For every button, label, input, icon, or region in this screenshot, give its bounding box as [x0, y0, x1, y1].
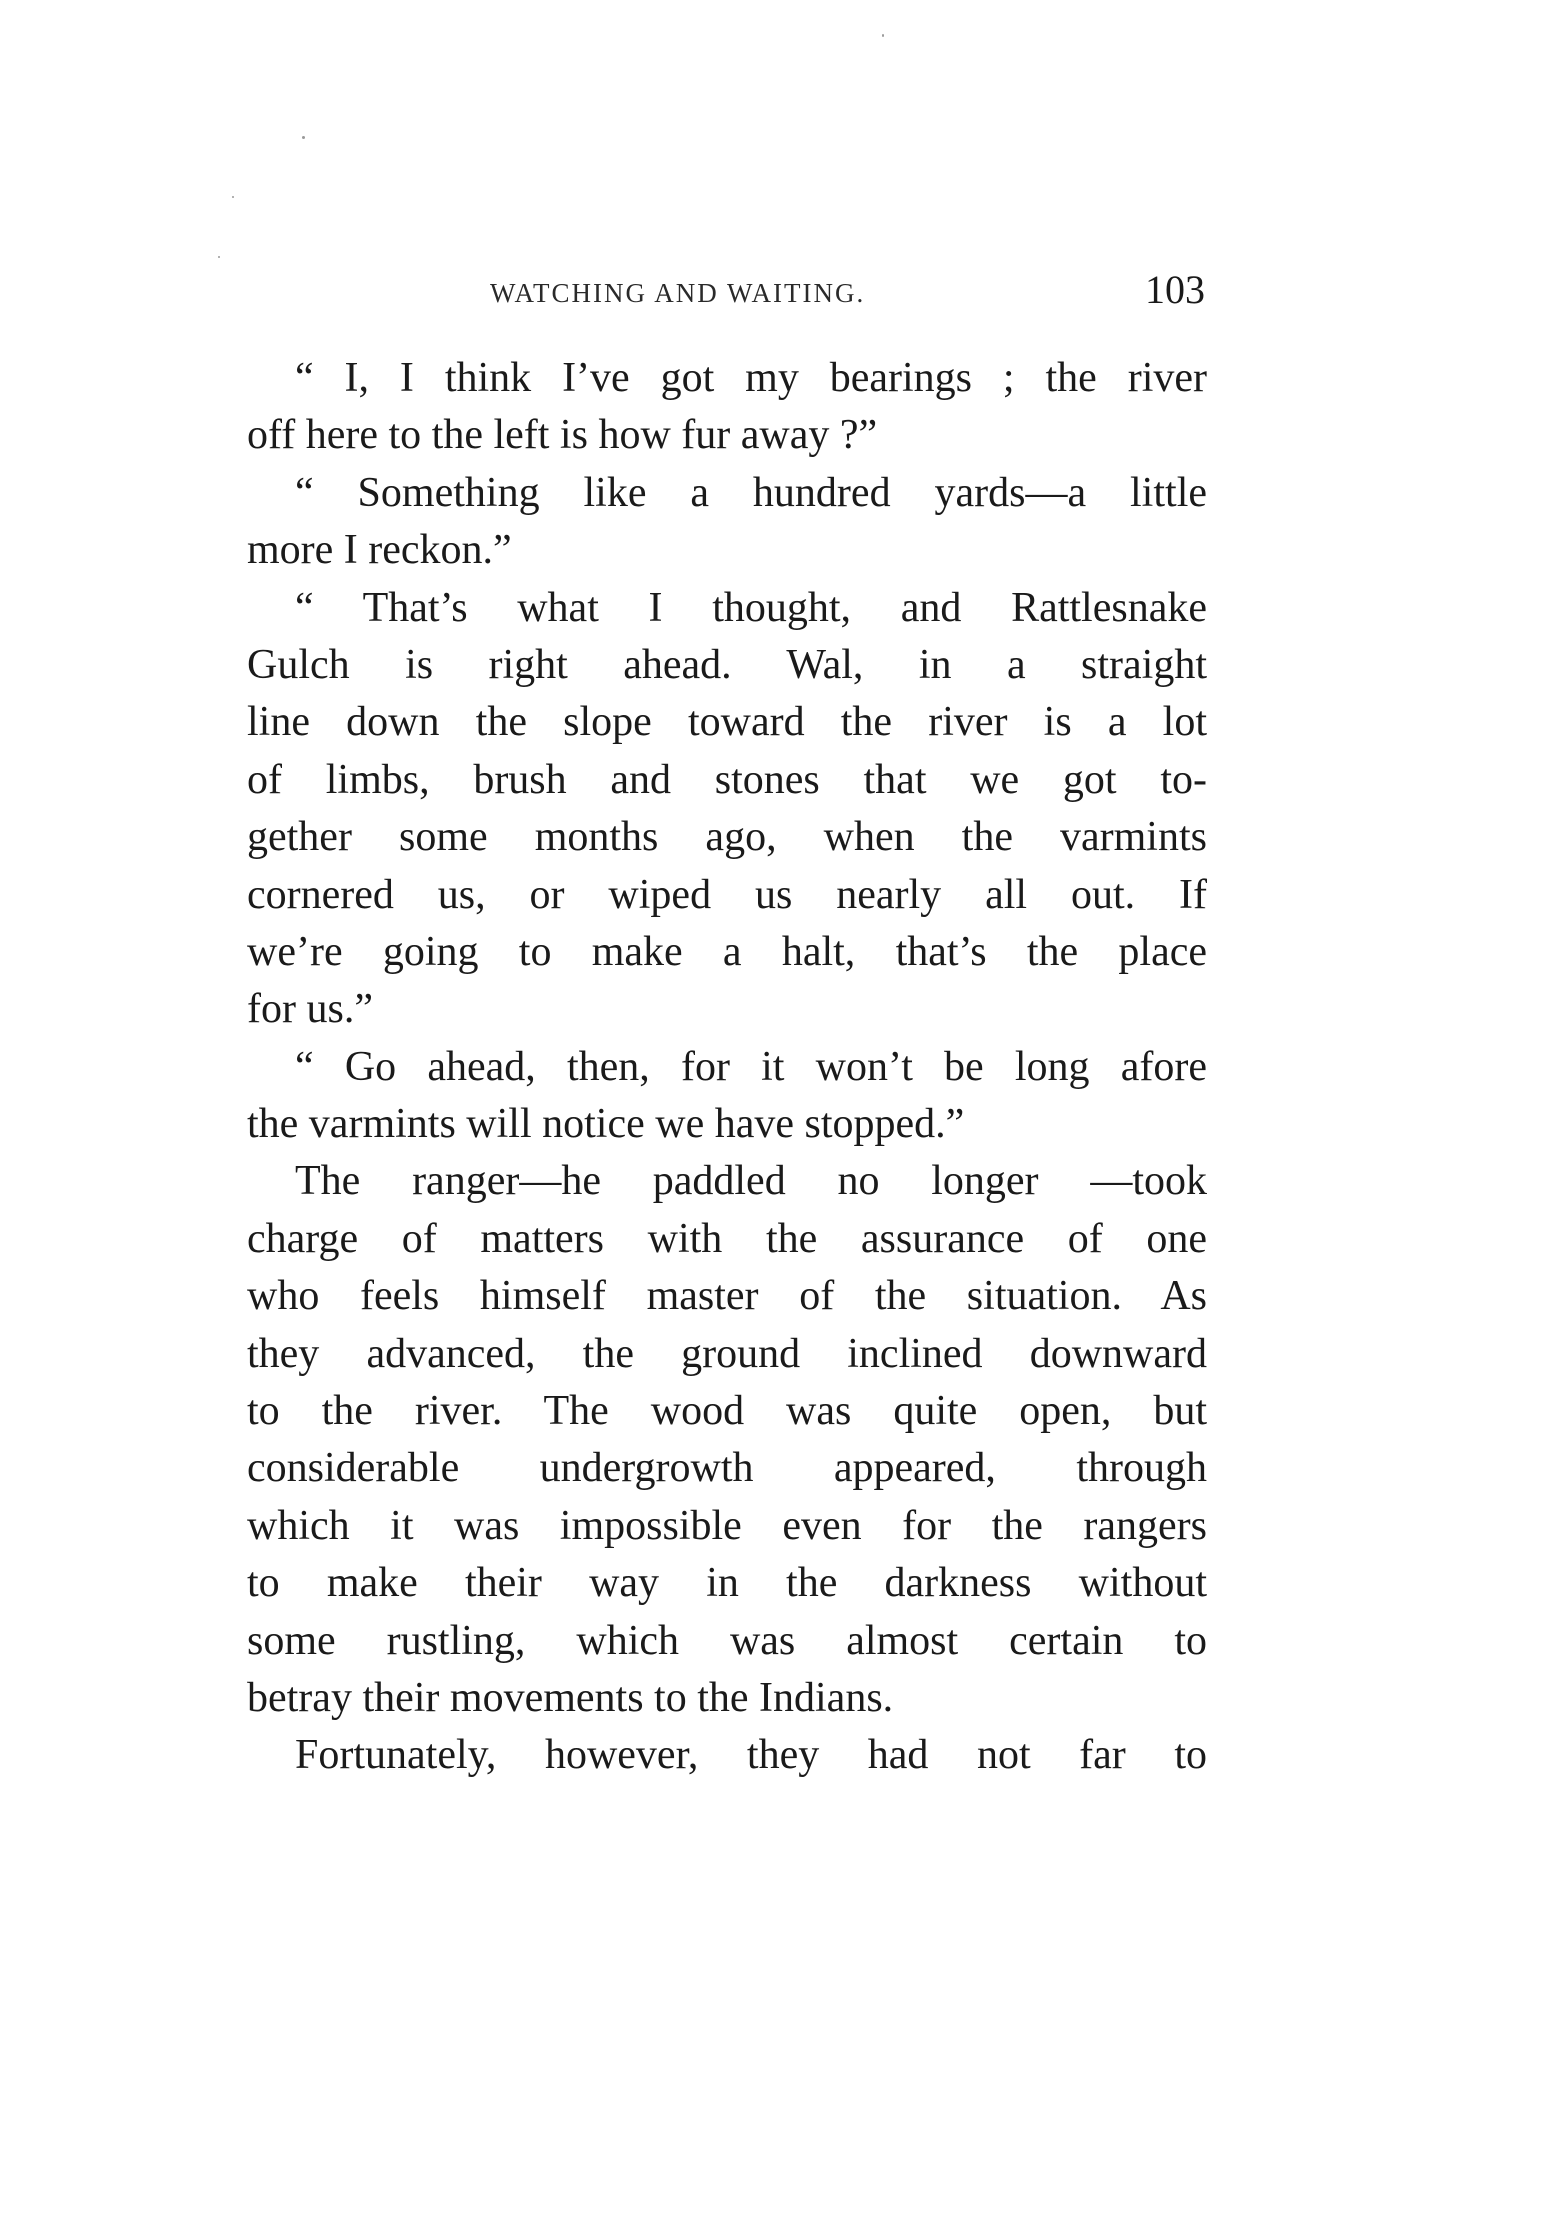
margin-speck	[302, 136, 305, 139]
text-line: who feels himself master of the situation. As	[247, 1273, 1207, 1320]
text-line: for us.”	[247, 986, 373, 1033]
text-line: the varmints will notice we have stopped.”	[247, 1101, 965, 1148]
text-line: “ Something like a hundred yards—a little	[295, 469, 1207, 516]
page-number: 103	[1145, 267, 1205, 312]
text-line: “ That’s what I thought, and Rattlesnake	[295, 584, 1207, 631]
margin-speck	[218, 256, 220, 258]
text-line: off here to the left is how fur away ?”	[247, 412, 878, 459]
text-line: gether some months ago, when the varmints	[247, 814, 1207, 861]
text-line: betray their movements to the Indians.	[247, 1674, 894, 1721]
text-line: line down the slope toward the river is a lot	[247, 699, 1207, 746]
text-line: to the river. The wood was quite open, but	[247, 1388, 1207, 1435]
text-line: of limbs, brush and stones that we got to-	[247, 756, 1207, 803]
text-line: “ I, I think I’ve got my bearings ; the river	[295, 355, 1207, 401]
text-line: which it was impossible even for the rangers	[247, 1502, 1207, 1549]
text-line: Fortunately, however, they had not far to	[295, 1732, 1207, 1779]
text-line: they advanced, the ground inclined downward	[247, 1330, 1207, 1377]
text-line: we’re going to make a halt, that’s the place	[247, 928, 1207, 975]
text-line: charge of matters with the assurance of one	[247, 1215, 1207, 1262]
text-line: The ranger—he paddled no longer —took	[295, 1158, 1207, 1205]
text-line: considerable undergrowth appeared, through	[247, 1445, 1207, 1492]
text-line: more I reckon.”	[247, 527, 512, 574]
page-header	[240, 266, 1205, 316]
margin-speck	[232, 196, 234, 198]
text-line: Gulch is right ahead. Wal, in a straight	[247, 641, 1207, 688]
running-head: WATCHING AND WAITING.	[490, 278, 866, 308]
text-line: “ Go ahead, then, for it won’t be long afore	[295, 1043, 1207, 1090]
margin-speck	[882, 34, 884, 37]
text-line: to make their way in the darkness without	[247, 1560, 1207, 1607]
text-line: some rustling, which was almost certain to	[247, 1617, 1207, 1664]
text-line: cornered us, or wiped us nearly all out. If	[247, 871, 1207, 918]
body-text	[247, 350, 1207, 1785]
